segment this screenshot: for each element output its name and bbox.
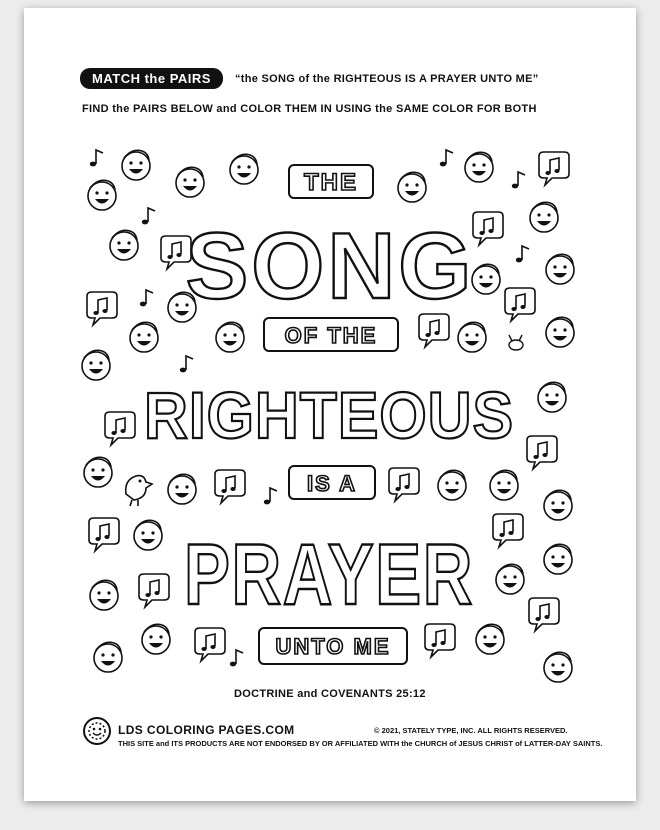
- title-song: SONG: [185, 213, 475, 318]
- child-face: [88, 180, 116, 210]
- music-note-icon: [512, 172, 525, 188]
- site-logo-icon: [82, 716, 112, 746]
- music-note-icon: [264, 488, 277, 504]
- music-note-icon: [90, 150, 103, 166]
- music-bubble-icon: [87, 292, 117, 325]
- music-note-icon: [140, 290, 153, 306]
- child-face: [142, 624, 170, 654]
- title-prayer: PRAYER: [184, 527, 474, 623]
- instructions: FIND the PAIRS BELOW and COLOR THEM IN USING the SAME COLOR FOR BOTH: [82, 103, 537, 115]
- child-face: [94, 642, 122, 672]
- music-bubble-icon: [89, 518, 119, 551]
- artwork: [24, 8, 636, 801]
- child-face: [530, 202, 558, 232]
- child-face: [538, 382, 566, 412]
- music-note-icon: [230, 650, 243, 666]
- bird-icon: [126, 476, 152, 506]
- title-righteous: RIGHTEOUS: [144, 378, 514, 452]
- title-unto-me: UNTO ME: [275, 634, 391, 659]
- music-bubble-icon: [215, 470, 245, 503]
- child-face: [546, 254, 574, 284]
- child-face: [476, 624, 504, 654]
- coloring-page: [24, 8, 636, 801]
- child-face: [398, 172, 426, 202]
- child-face: [544, 490, 572, 520]
- child-face: [465, 152, 493, 182]
- child-face: [458, 322, 486, 352]
- music-bubble-icon: [389, 468, 419, 501]
- child-face: [438, 470, 466, 500]
- child-face: [84, 457, 112, 487]
- title-the: THE: [304, 169, 358, 196]
- child-face: [168, 474, 196, 504]
- music-note-icon: [180, 356, 193, 372]
- child-face: [546, 317, 574, 347]
- copyright-text: © 2021, STATELY TYPE, INC. ALL RIGHTS RESERVED.: [374, 726, 568, 735]
- scripture-quote: “the SONG of the RIGHTEOUS IS A PRAYER UNTO ME”: [234, 72, 539, 85]
- child-face: [496, 564, 524, 594]
- child-face: [216, 322, 244, 352]
- music-bubble-icon: [195, 628, 225, 661]
- music-note-icon: [516, 246, 529, 262]
- child-face: [176, 167, 204, 197]
- child-face: [82, 350, 110, 380]
- music-bubble-icon: [139, 574, 169, 607]
- site-name: LDS COLORING PAGES.COM: [118, 723, 295, 737]
- child-face: [110, 230, 138, 260]
- music-note-icon: [440, 150, 453, 166]
- music-bubble-icon: [419, 314, 449, 347]
- child-face: [230, 154, 258, 184]
- child-face: [122, 150, 150, 180]
- music-bubble-icon: [105, 412, 135, 445]
- bug-icon: [509, 335, 523, 350]
- child-face: [472, 264, 500, 294]
- music-bubble-icon: [425, 624, 455, 657]
- child-face: [130, 322, 158, 352]
- music-bubble-icon: [505, 288, 535, 321]
- music-bubble-icon: [529, 598, 559, 631]
- child-face: [90, 580, 118, 610]
- music-bubble-icon: [473, 212, 503, 245]
- music-bubble-icon: [527, 436, 557, 469]
- disclaimer-text: THIS SITE and ITS PRODUCTS ARE NOT ENDORSED BY OR AFFILIATED WITH the CHURCH of JESUS CHRIST of LATTER-DAY SAINTS.: [118, 739, 603, 748]
- scripture-reference: DOCTRINE and COVENANTS 25:12: [234, 688, 426, 700]
- music-note-icon: [142, 208, 155, 224]
- child-face: [134, 520, 162, 550]
- title-is-a: IS A: [307, 471, 357, 496]
- title-of-the: OF THE: [284, 323, 378, 348]
- match-pairs-badge: MATCH the PAIRS: [80, 68, 223, 89]
- music-bubble-icon: [539, 152, 569, 185]
- child-face: [544, 544, 572, 574]
- child-face: [544, 652, 572, 682]
- child-face: [490, 470, 518, 500]
- music-bubble-icon: [493, 514, 523, 547]
